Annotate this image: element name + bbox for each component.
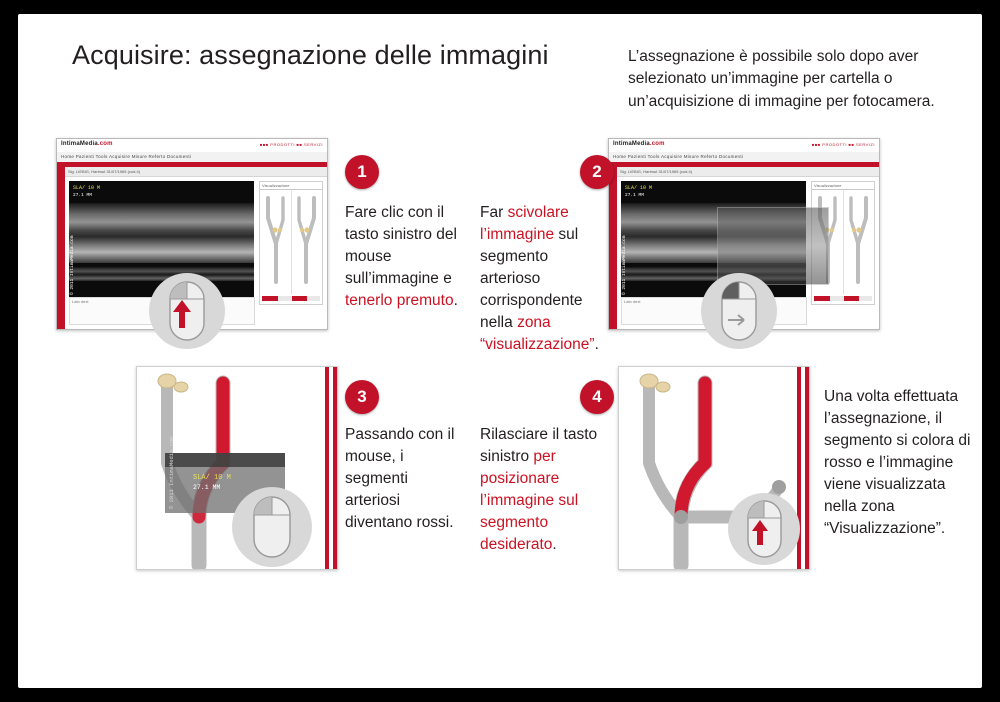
depth-label: 27.1 MM xyxy=(625,193,644,198)
visualization-footer-bar xyxy=(814,296,872,301)
step-badge-4 xyxy=(580,380,614,414)
patient-bar: Sig. LIEBIG, Hartmut 31/07/1965 (cod.4) xyxy=(617,167,879,177)
step2-caption: Far scivolare l’immagine sul segmento arterioso corrispondente nella zona “visualizzazione”. xyxy=(480,204,599,353)
step4-caption: Rilasciare il tasto sinistro per posizionare l’immagine sul segmento desiderato. xyxy=(480,426,598,553)
rail-red-outer xyxy=(333,367,337,569)
visualization-header: Visualizzazione xyxy=(260,182,322,190)
step1-caption: Fare clic con il tasto sinistro del mouse sull’immagine e tenerlo premuto. xyxy=(345,204,458,309)
app-left-rail xyxy=(609,167,617,329)
bottom-panel-left-label: Lato dext xyxy=(72,299,89,304)
app-brand: IntimaMedia.com xyxy=(61,141,113,147)
probe-label: SLA/ 10 M xyxy=(625,185,653,191)
svg-text:SLA/ 10 M: SLA/ 10 M xyxy=(193,474,231,482)
visualization-footer-bar xyxy=(262,296,320,301)
patient-bar: Sig. LIEBIG, Hartmut 31/07/1965 (cod.4) xyxy=(65,167,327,177)
rail-red-outer xyxy=(805,367,809,569)
step-number-4: 4 xyxy=(592,387,602,406)
step-number-3: 3 xyxy=(357,387,367,406)
step-number-1: 1 xyxy=(357,162,367,181)
step-badge-3 xyxy=(345,380,379,414)
mouse-icon xyxy=(229,485,315,570)
watermark-label: © 2011 IntimaMedia.com xyxy=(70,235,75,295)
depth-label: 27.1 MM xyxy=(73,193,92,198)
step4-illustration xyxy=(618,366,810,570)
artery-tree-right[interactable] xyxy=(292,194,320,286)
mouse-icon xyxy=(146,272,228,355)
app-left-rail xyxy=(57,167,65,329)
step-badge-1 xyxy=(345,155,379,189)
mouse-icon xyxy=(698,272,780,355)
app-brand: IntimaMedia.com xyxy=(613,141,665,147)
artery-tree-right[interactable] xyxy=(844,194,872,286)
artery-tree-left[interactable] xyxy=(262,194,290,286)
step-badge-2 xyxy=(580,155,614,189)
svg-text:© 2011 IntimaMedia.com: © 2011 IntimaMedia.com xyxy=(168,436,175,509)
app-topbar: IntimaMedia.com ■■■ PRODOTTI ■■ SERVIZI xyxy=(609,139,879,153)
step3-caption: Passando con il mouse, i segmenti arteriosi diventano rossi. xyxy=(345,426,455,531)
step-number-2: 2 xyxy=(592,162,602,181)
app-topbar: IntimaMedia.com ■■■ PRODOTTI ■■ SERVIZI xyxy=(57,139,327,153)
watermark-label: © 2011 IntimaMedia.com xyxy=(622,235,627,295)
app-menubar[interactable]: Home Pazienti Tools Acquisire Misure Referto Documenti xyxy=(57,152,327,163)
visualization-header: Visualizzazione xyxy=(812,182,874,190)
intro-text: L’assegnazione è possibile solo dopo aver selezionato un’immagine per cartella o un’acquisizione di immagine per fotocamera. xyxy=(628,48,935,110)
final-note: Una volta effettuata l’assegnazione, il segmento si colora di rosso e l’immagine viene visualizzata nella zona “Visualizzazione”. xyxy=(824,388,971,537)
slide-canvas xyxy=(18,14,982,688)
mouse-icon xyxy=(725,491,803,570)
svg-text:27.1 MM: 27.1 MM xyxy=(193,484,221,491)
step3-illustration xyxy=(136,366,338,570)
bottom-panel-left-label: Lato dext xyxy=(624,299,641,304)
visualization-panel[interactable] xyxy=(259,181,323,305)
rail-red-inner xyxy=(325,367,329,569)
app-menubar[interactable]: Home Pazienti Tools Acquisire Misure Referto Documenti xyxy=(609,152,879,163)
probe-label: SLA/ 10 M xyxy=(73,185,101,191)
page-title: Acquisire: assegnazione delle immagini xyxy=(72,40,549,70)
